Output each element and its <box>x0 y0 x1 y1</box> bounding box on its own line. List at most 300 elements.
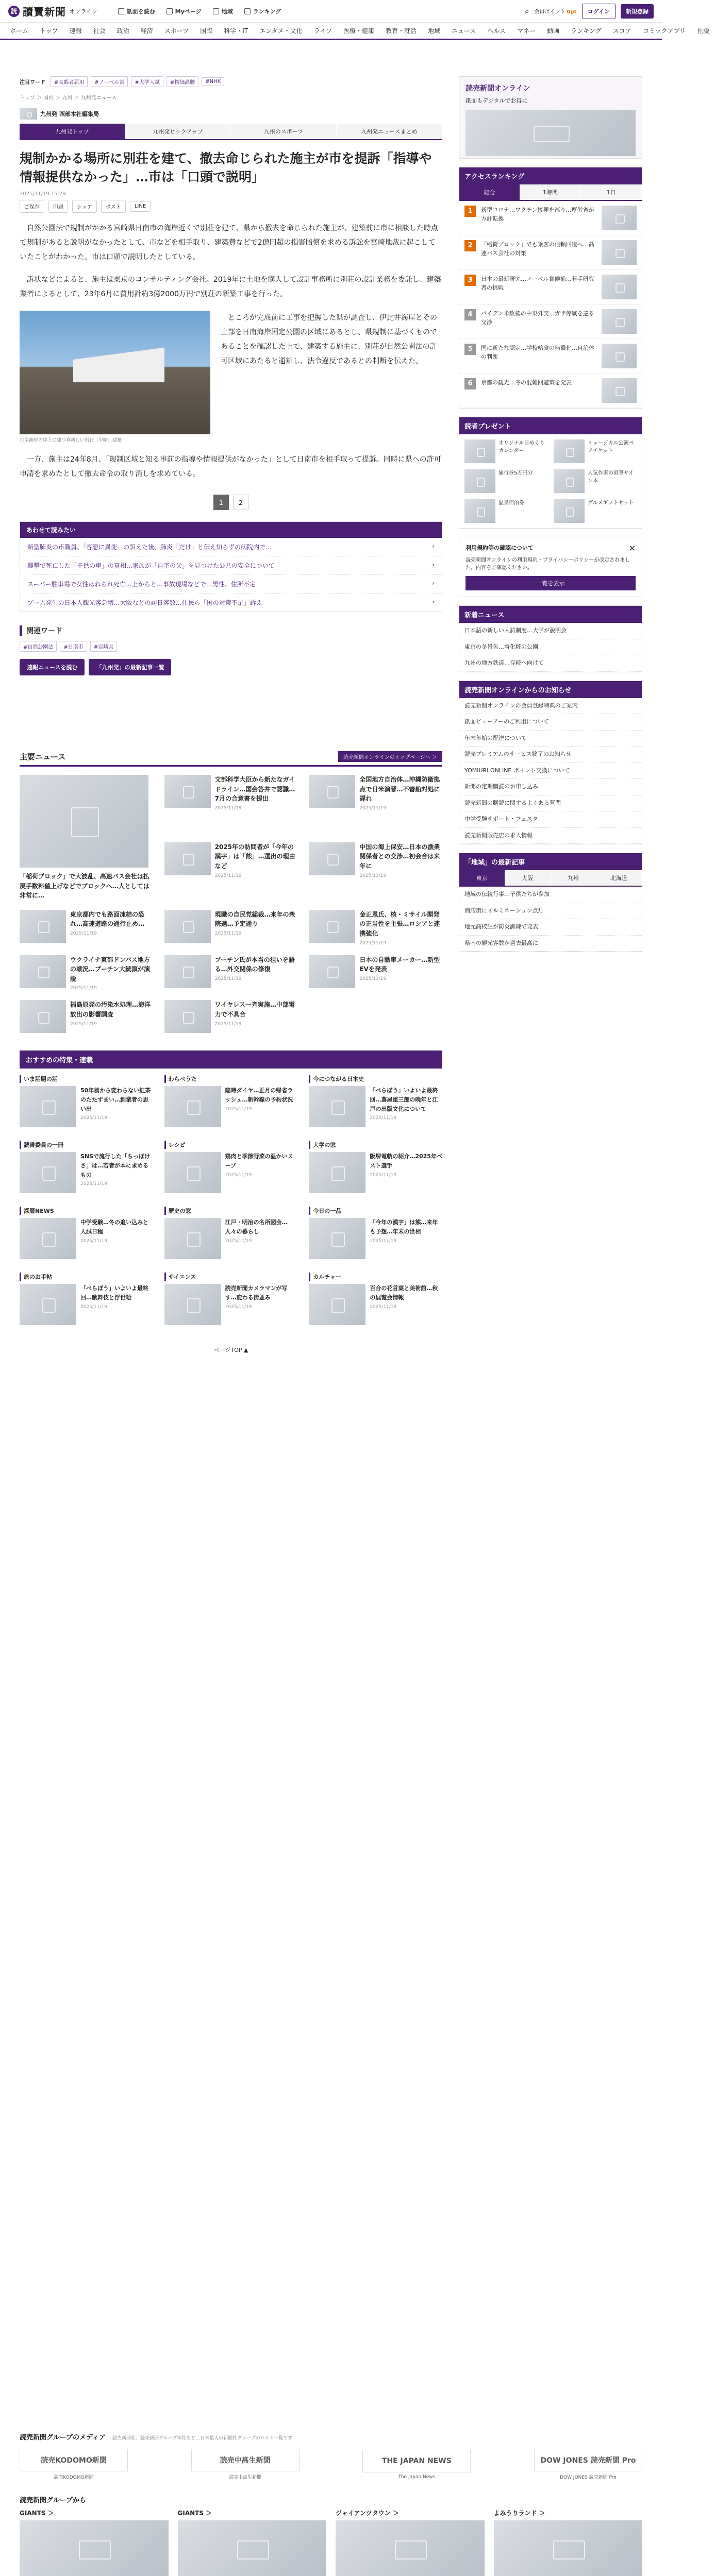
present-thumbnail <box>554 499 585 523</box>
recommend-date: 2025/11/19 <box>225 1304 252 1310</box>
recommend-title: 江戸・明治の名所図会…人々の暮らし <box>225 1219 288 1235</box>
lead-story[interactable] <box>20 775 153 901</box>
present-text: 人気作家の直筆サイン本 <box>588 470 634 484</box>
ranking-tab[interactable]: 総合 <box>459 184 520 200</box>
action-buttons <box>20 659 442 675</box>
media-header <box>0 2432 662 2442</box>
recommend-grid <box>20 1075 442 1325</box>
keywords-label: 注目ワード <box>20 80 45 86</box>
kyushu-latest-button[interactable]: 「九州発」の最新記事一覧 <box>89 659 171 675</box>
recommend-text <box>80 1152 153 1193</box>
main-column <box>20 40 442 1354</box>
section-banner-image <box>20 108 37 120</box>
nav-item[interactable]: ニュース <box>452 27 476 35</box>
global-nav <box>0 23 710 40</box>
recommend-label: サイエンス <box>164 1273 298 1281</box>
recommend-card[interactable] <box>309 1207 442 1259</box>
nav-item[interactable]: 政治 <box>117 27 129 35</box>
topic-item[interactable]: 東京の冬景色…雪化粧の公園 <box>459 639 642 656</box>
recommend-title: おすすめの特集・連載 <box>26 1057 93 1065</box>
sidebar-ad-sub: 紙面もデジタルでお得に <box>465 97 528 104</box>
breadcrumb[interactable]: トップ ＞ 国内 ＞ 九州 ＞ 九州発ニュース <box>20 95 117 101</box>
recommend-card[interactable] <box>309 1141 442 1193</box>
recommend-label: レシピ <box>164 1141 298 1149</box>
present-title: 読者プレゼント <box>459 417 642 434</box>
ranking-thumbnail <box>602 206 637 230</box>
media-row <box>0 2442 662 2487</box>
recommend-label: 読書委員の一冊 <box>20 1141 153 1149</box>
register-button[interactable]: 新規登録 <box>621 4 654 19</box>
media-name: The Japan News <box>398 2474 436 2480</box>
recommend-label: 今日の一品 <box>309 1207 442 1215</box>
info-item[interactable]: 読売プレミアムのサービス終了のお知らせ <box>459 747 642 763</box>
media-name: DOW JONES 読売新聞 Pro <box>560 2475 617 2480</box>
nav-item[interactable]: 速報 <box>69 27 82 35</box>
nav-item[interactable]: 社会 <box>93 27 106 35</box>
recommend-title: 臨時ダイヤ…正月の帰省ラッシュ…新幹線の予約状況 <box>225 1087 293 1103</box>
nav-item[interactable]: トップ <box>40 27 58 35</box>
header-link-ranking[interactable]: ランキング <box>244 7 281 15</box>
recommend-card[interactable] <box>20 1207 153 1259</box>
present-text: 温泉宿泊券 <box>498 500 524 506</box>
post-button[interactable]: ポスト <box>101 200 126 213</box>
local-item[interactable]: 県内の観光客数が過去最高に <box>459 936 642 952</box>
mentioned-title: 関連ワード <box>20 625 442 636</box>
nav-item[interactable]: 医療・健康 <box>343 27 374 35</box>
media-item[interactable] <box>20 2449 128 2480</box>
recommend-label: 旅のお手帖 <box>20 1273 153 1281</box>
info-item[interactable]: 中学受験サポート・フェスタ <box>459 811 642 828</box>
news-card[interactable]: 中国の海上保安…日本の漁業関係者との交渉…初会合は来年に 2025/11/19 <box>309 842 442 901</box>
media-logo: THE JAPAN NEWS <box>362 2450 471 2472</box>
recommend-thumbnail <box>164 1152 221 1193</box>
keyword-tag[interactable]: #ノーベル賞 <box>91 76 128 87</box>
nav-item[interactable]: 社説 <box>697 27 710 35</box>
search-icon[interactable]: ⌕ <box>524 6 529 16</box>
info-item[interactable]: 読売新聞の購読に関するよくある質問 <box>459 795 642 812</box>
info-item[interactable]: YOMIURI ONLINE ポイント交換について <box>459 763 642 779</box>
mentioned-tag[interactable]: #宮崎県 <box>90 641 117 652</box>
main-news <box>20 748 442 1033</box>
recommend-card[interactable] <box>164 1075 298 1127</box>
logo-name: 讀賣新聞 <box>23 6 66 18</box>
local-tab[interactable]: 北海道 <box>596 870 642 886</box>
nav-item[interactable]: マネー <box>517 27 536 35</box>
related-item[interactable]: ブーム発生の日本人観光客急増…大阪などの訪日客数…住民ら「国の対策不足」訴え › <box>27 598 435 606</box>
nav-item[interactable]: 国際 <box>200 27 213 35</box>
recommend-body <box>309 1284 442 1325</box>
breaking-news-button[interactable]: 速報ニュースを読む <box>20 659 85 675</box>
local-title: 「地域」の最新記事 <box>459 853 642 870</box>
nav-item[interactable]: 動画 <box>547 27 560 35</box>
topic-item[interactable]: 九州の地方鉄道…存続へ向けて <box>459 655 642 672</box>
rank-number: 3 <box>464 275 476 286</box>
nav-item[interactable]: 教育・就活 <box>385 27 417 35</box>
article-date: 2025/11/19 15:29 <box>20 191 66 197</box>
group-image <box>178 2520 327 2576</box>
lead-story-image <box>20 775 148 868</box>
section-banner-text: 九州発 西部本社編集局 <box>40 111 99 117</box>
local-box <box>459 853 642 952</box>
keyword-tag[interactable]: #物価高騰 <box>167 76 198 87</box>
ranking-item[interactable] <box>459 270 642 304</box>
recommend-card[interactable] <box>164 1141 298 1193</box>
ranking-tabs <box>459 184 642 201</box>
rank-number: 1 <box>464 206 476 217</box>
consent-button[interactable]: 一覧を表示 <box>465 576 636 590</box>
recommend-text <box>225 1284 298 1325</box>
news-thumbnail <box>164 910 211 943</box>
nav-item[interactable]: 地域 <box>427 27 440 35</box>
ranking-box <box>459 167 642 409</box>
recommend-date: 2025/11/19 <box>370 1238 397 1244</box>
recommend-date: 2025/11/19 <box>225 1172 252 1178</box>
related-heading: あわせて読みたい <box>20 522 442 538</box>
header-link-region[interactable]: 地域 <box>213 7 233 15</box>
info-item[interactable]: 年末年始の配達について <box>459 731 642 747</box>
local-tab[interactable]: 大阪 <box>505 870 551 886</box>
news-thumbnail <box>20 1000 66 1033</box>
media-name: 読売KODOMO新聞 <box>54 2475 94 2480</box>
recommend-section <box>20 1050 442 1325</box>
nav-item[interactable]: コミックアプリ <box>642 27 686 35</box>
news-thumbnail <box>309 775 355 808</box>
chevron-right-icon: › <box>432 598 435 605</box>
news-thumbnail <box>164 955 211 988</box>
share-bar <box>20 200 442 213</box>
recommend-text <box>225 1218 298 1259</box>
nav-item[interactable]: ランキング <box>571 27 602 35</box>
news-card[interactable]: 日本の自動車メーカー…新型EVを発表 2025/11/19 <box>309 955 442 991</box>
ranking-thumbnail <box>602 344 637 368</box>
recommend-body <box>164 1086 298 1127</box>
topics-title: 新着ニュース <box>459 606 642 623</box>
news-card[interactable]: 現職の自民党総裁…来年の衆院選…予定通り 2025/11/19 <box>164 910 298 946</box>
recommend-body <box>309 1086 442 1127</box>
recommend-text <box>80 1218 153 1259</box>
consent-body: 読売新聞オンラインの利用規約・プライバシーポリシーが改定されました。内容をご確認ください。 <box>465 557 630 571</box>
tab-kyushu-summary[interactable]: 九州発ニュースまとめ <box>337 124 442 139</box>
recommend-date: 2025/11/19 <box>80 1238 107 1244</box>
chevron-right-icon: › <box>432 543 435 550</box>
group-heading: GIANTS ＞ <box>177 2510 212 2517</box>
top-page-link[interactable]: 読売新聞オンラインのトップページへ ＞ <box>338 751 442 762</box>
present-text: オリジナル日めくりカレンダー <box>498 440 545 454</box>
sidebar-ad-title: 読売新聞オンライン <box>465 84 530 93</box>
media-logo: 読売中高生新聞 <box>191 2449 300 2471</box>
recommend-text <box>370 1152 442 1193</box>
ranking-tab[interactable]: 1日 <box>581 184 642 200</box>
article-body <box>20 221 442 482</box>
group-card[interactable] <box>20 2509 169 2576</box>
footer <box>0 2432 662 2576</box>
local-item[interactable]: 地域の伝統行事…子供たちが参加 <box>459 887 642 903</box>
present-item[interactable] <box>554 469 637 493</box>
recommend-card[interactable] <box>20 1075 153 1127</box>
tab-kyushu-top[interactable]: 九州発トップ <box>20 124 125 139</box>
local-tab[interactable]: 九州 <box>551 870 596 886</box>
news-card[interactable]: 金正恩氏、核・ミサイル開発の正当性を主張…ロシアと連携強化 2025/11/19 <box>309 910 442 946</box>
recommend-header <box>20 1050 442 1069</box>
logo[interactable] <box>8 4 97 19</box>
recommend-title: 百合の花言葉と美術館…秋の展覧会情報 <box>370 1285 438 1301</box>
group-image <box>494 2520 643 2576</box>
news-card[interactable]: 東京都内でも路面凍結の恐れ…高速道路の通行止め… 2025/11/19 <box>20 910 153 946</box>
recommend-thumbnail <box>309 1152 365 1193</box>
newspaper-icon <box>118 8 124 14</box>
recommend-card[interactable] <box>164 1273 298 1325</box>
nav-item[interactable]: 経済 <box>140 27 153 35</box>
recommend-date: 2025/11/19 <box>225 1106 252 1112</box>
pagination <box>20 495 442 510</box>
ranking-item[interactable] <box>459 374 642 408</box>
news-card[interactable]: 全国地方自治体…沖縄防衛拠点で日米演習…不審船対処に遅れ 2025/11/19 <box>309 775 442 833</box>
share-button[interactable]: シェア <box>72 200 97 213</box>
news-thumbnail <box>309 910 355 943</box>
related-articles <box>20 521 442 612</box>
sidebar-ad-image <box>465 110 636 156</box>
recommend-title: SNSで流行した「ちっぽけさ」は…若者が本に求めるもの <box>80 1153 151 1178</box>
ranking-item[interactable] <box>459 304 642 339</box>
rank-number: 4 <box>464 309 476 320</box>
present-item[interactable] <box>554 439 637 463</box>
present-thumbnail <box>554 439 585 463</box>
print-button[interactable]: 印刷 <box>48 200 68 213</box>
recommend-thumbnail <box>20 1152 76 1193</box>
nav-item[interactable]: スコア <box>612 27 631 35</box>
ranking-thumbnail <box>602 240 637 265</box>
ranking-item[interactable] <box>459 339 642 374</box>
rank-number: 5 <box>464 344 476 355</box>
ranking-text: 国に新たな認定…学校給食の無償化…自治体の判断 <box>481 345 594 361</box>
local-tabs <box>459 870 642 887</box>
recommend-text <box>225 1086 298 1127</box>
info-item[interactable]: 新聞の定期購読のお申し込み <box>459 779 642 795</box>
mentioned-tags <box>20 641 442 652</box>
mentioned-tag[interactable]: #自然公園法 <box>20 641 57 652</box>
nav-item[interactable]: 科学・IT <box>224 27 248 35</box>
news-card[interactable]: 2025年の訪問者が「今年の漢字」は「熊」…選出の理由など 2025/11/19 <box>164 842 298 901</box>
ranking-text: 新型コロナ…ワクチン接種を巡り…厚労省が方針転換 <box>481 207 594 223</box>
news-thumbnail <box>309 955 355 988</box>
group-heading: ジャイアンツタウン ＞ <box>336 2510 399 2517</box>
info-title: 読売新聞オンラインからのお知らせ <box>459 681 642 698</box>
info-item[interactable]: 読売新聞オンラインの会員登録特典のご案内 <box>459 698 642 715</box>
recommend-label: わらべうた <box>164 1075 298 1083</box>
recommend-body <box>164 1284 298 1325</box>
map-icon <box>213 8 219 14</box>
recommend-body <box>309 1152 442 1193</box>
related-item[interactable]: 襲撃で死亡した「子供の車」の真相…家族が「自宅の父」を見つけた公共の安全について › <box>20 556 442 575</box>
header-links <box>118 7 281 15</box>
recommend-card[interactable] <box>164 1207 298 1259</box>
ranking-item[interactable] <box>459 201 642 235</box>
info-box <box>459 681 642 845</box>
news-thumbnail <box>164 1000 211 1033</box>
chevron-right-icon: › <box>432 561 435 568</box>
news-card[interactable]: ウクライナ東部ドンバス地方の戦況…プーチン大統領が演説 2025/11/19 <box>20 955 153 991</box>
nav-item[interactable]: ヘルス <box>487 27 506 35</box>
recommend-card[interactable] <box>20 1141 153 1193</box>
present-item[interactable] <box>464 439 547 463</box>
group-heading: よみうりランド ＞ <box>493 2510 545 2517</box>
news-card[interactable]: プーチン氏が本当の狙いを語る…外交関係の修復 2025/11/19 <box>164 955 298 991</box>
sidebar <box>459 40 642 952</box>
group-grid <box>0 2509 662 2576</box>
article-figure <box>20 311 442 445</box>
news-thumbnail <box>164 842 211 875</box>
ranking-text: バイデン米政権の中東外交…ガザ停戦を巡る交渉 <box>481 310 594 326</box>
recommend-body <box>20 1086 153 1127</box>
photo-caption: 日南海岸の崖上に建つ真新しい別荘（中略）建築 <box>20 437 122 443</box>
topic-item[interactable]: 日本語の新しい入試制度…大学が説明会 <box>459 623 642 639</box>
keyword-tag[interactable]: #高齢者雇用 <box>51 76 88 87</box>
recommend-title: 鶏肉と季節野菜の温かいスープ <box>225 1153 293 1169</box>
present-grid <box>459 434 642 528</box>
media-title: 読売新聞グループのメディア <box>20 2434 106 2442</box>
nav-item[interactable]: エンタメ・文化 <box>259 27 303 35</box>
present-item[interactable] <box>464 499 547 523</box>
recommend-thumbnail <box>309 1284 365 1325</box>
nav-item[interactable]: ライフ <box>313 27 332 35</box>
present-thumbnail <box>464 469 495 493</box>
recommend-text <box>80 1086 153 1127</box>
recommend-card[interactable] <box>20 1273 153 1325</box>
recommend-text <box>80 1284 153 1325</box>
recommend-body <box>20 1218 153 1259</box>
keyword-tag[interactable]: #大学入試 <box>131 76 163 87</box>
recommend-text <box>370 1086 442 1127</box>
recommend-title: 読売新聞カメラマンが写す…変わる街並み <box>225 1285 288 1301</box>
page-top-link[interactable]: ページTOP ▲ <box>213 1347 248 1354</box>
nav-item[interactable]: ホーム <box>10 27 29 35</box>
recommend-card[interactable] <box>309 1075 442 1127</box>
topics-box <box>459 605 642 672</box>
present-text: ミュージカル公演ペアチケット <box>588 440 634 454</box>
recommend-date: 2025/11/19 <box>225 1238 252 1244</box>
media-item[interactable] <box>534 2449 642 2480</box>
group-card[interactable] <box>336 2509 485 2576</box>
group-header <box>0 2487 662 2509</box>
group-card[interactable] <box>494 2509 643 2576</box>
login-button[interactable]: ログイン <box>582 4 616 19</box>
media-note: 読売新聞社、読売新聞グループ本社など…日本最大の新聞社グループのサイト一覧です <box>112 2436 292 2441</box>
ranking-item[interactable] <box>459 235 642 270</box>
chevron-right-icon: › <box>432 580 435 587</box>
recommend-body <box>309 1218 442 1259</box>
recommend-title: 中学受験…冬の追い込みと入試日程 <box>80 1219 148 1235</box>
recommend-title: 「べらぼう」いよいよ最終回…蔦屋重三郎の晩年と江戸の出版文化について <box>370 1087 438 1112</box>
news-thumbnail <box>20 910 66 943</box>
recommend-title: 「べらぼう」いよいよ最終回…歌舞伎と浮世絵 <box>80 1285 148 1301</box>
news-card[interactable]: 文部科学大臣から新たなガイドライン…国会答弁で認識…7月の合意書を提出 2025/11/19 <box>164 775 298 833</box>
recommend-body <box>20 1152 153 1193</box>
points[interactable]: 会員ポイント 0pt <box>534 9 577 15</box>
media-logo: 読売KODOMO新聞 <box>20 2449 128 2471</box>
news-card[interactable]: 福島原発の汚染水処理…海洋放出の影響調査 2025/11/19 <box>20 1000 153 1033</box>
news-thumbnail <box>20 955 66 988</box>
mentioned-tag[interactable]: #日南市 <box>60 641 87 652</box>
ranking-text: 「稲荷ブロック」でも乗客の信頼回復へ…高速バス会社の対策 <box>481 241 594 257</box>
lead-story-title: 「稲荷ブロック」で大波乱、高速バス会社は払戻手数料値上げなどでブロックへ…人としては非常に… <box>20 873 149 900</box>
user-icon <box>167 8 173 14</box>
present-item[interactable] <box>464 469 547 493</box>
recommend-label: 今につながる日本史 <box>309 1075 442 1083</box>
local-item[interactable]: 商店街にイルミネーション点灯 <box>459 903 642 920</box>
recommend-thumbnail <box>164 1086 221 1127</box>
page-1[interactable]: 1 <box>213 495 229 510</box>
keyword-tag[interactable]: #NHK <box>202 77 224 86</box>
info-item[interactable]: 読売新聞販売店の求人情報 <box>459 828 642 844</box>
recommend-body <box>20 1284 153 1325</box>
recommend-thumbnail <box>309 1218 365 1259</box>
ranking-thumbnail <box>602 378 637 403</box>
recommend-thumbnail <box>164 1218 221 1259</box>
header-link-mypage[interactable]: Myページ <box>167 7 202 15</box>
header-right <box>524 4 654 19</box>
info-item[interactable]: 紙面ビューアーのご利用について <box>459 714 642 731</box>
save-button[interactable]: ご保存 <box>20 200 44 213</box>
media-item[interactable] <box>191 2449 300 2480</box>
related-item[interactable]: 新型肺炎の市職員、「容態に異変」の訴えた後、肺炎「だけ」と伝え知らずの病院内で… › <box>20 538 442 556</box>
recommend-label: いま話題の話 <box>20 1075 153 1083</box>
recommend-date: 2025/11/19 <box>370 1172 397 1178</box>
ranking-tab[interactable]: 1時間 <box>520 184 581 200</box>
media-item[interactable] <box>362 2450 471 2480</box>
keywords <box>20 76 442 87</box>
consent-title: 利用規約等の確認について <box>465 545 534 551</box>
recommend-text <box>370 1218 442 1259</box>
recommend-title: 「今年の漢字」は熊…来年も予想…年末の世相 <box>370 1219 438 1235</box>
tab-kyushu-sports[interactable]: 九州のスポーツ <box>231 124 337 139</box>
present-text: グルメギフトセット <box>588 500 634 506</box>
nav-item[interactable]: スポーツ <box>164 27 189 35</box>
page-2[interactable]: 2 <box>233 495 248 510</box>
header <box>0 0 662 23</box>
recommend-body <box>164 1152 298 1193</box>
present-thumbnail <box>464 499 495 523</box>
local-item[interactable]: 地元高校生が防災訓練で発表 <box>459 919 642 936</box>
main-news-header <box>20 748 442 767</box>
rank-number: 6 <box>464 378 476 389</box>
recommend-thumbnail <box>20 1218 76 1259</box>
logo-sub: オンライン <box>69 8 97 15</box>
recommend-text <box>370 1284 442 1325</box>
info-list <box>459 698 642 844</box>
related-item[interactable]: スーパー駐車場で女性はねられ死亡…上からと…事故現場などで…男性、住所不定 › <box>20 575 442 594</box>
tab-kyushu-pickup[interactable]: 九州発ピックアップ <box>125 124 231 139</box>
recommend-label: 歴史の窓 <box>164 1207 298 1215</box>
group-heading: GIANTS ＞ <box>20 2510 54 2517</box>
media-name: 読売中高生新聞 <box>229 2475 262 2480</box>
recommend-title: 50年前から変わらない紅茶のたたずまい…創業者の思い出 <box>80 1087 151 1112</box>
line-button[interactable]: LINE <box>130 201 151 212</box>
recommend-text <box>225 1152 298 1193</box>
article-title: 規制かかる場所に別荘を建て、撤去命じられた施主が市を提訴「指導や情報提供なかった」…市は「口頭で説明」 <box>20 151 432 185</box>
local-tab[interactable]: 東京 <box>459 870 505 886</box>
sidebar-ad[interactable] <box>459 76 642 159</box>
article-paragraph: 自然公園法で規制がかかる宮崎県日南市の海岸近くで別荘を建て、県から撤去を命じられた施主が、建築前に市に相談した時点で規制があると説明がなかったとして、市などを相手取り、建築費などで2億円超の損害賠償を求める訴訟を宮崎地裁に起こしていたことがわかった。市は口頭で説明したとしている。 <box>20 224 438 261</box>
villa-photo[interactable] <box>20 311 210 434</box>
close-icon[interactable]: ✕ <box>628 544 636 553</box>
news-card[interactable]: ワイヤレス一斉実施…中部電力で不具合 2025/11/19 <box>164 1000 298 1033</box>
header-link-paper[interactable]: 紙面を読む <box>118 7 155 15</box>
recommend-title: 阪堺電軌の紹介…2025年ベスト選手 <box>370 1153 442 1169</box>
present-item[interactable] <box>554 499 637 523</box>
recommend-card[interactable] <box>309 1273 442 1325</box>
section-banner[interactable] <box>20 108 442 120</box>
group-card[interactable] <box>178 2509 327 2576</box>
